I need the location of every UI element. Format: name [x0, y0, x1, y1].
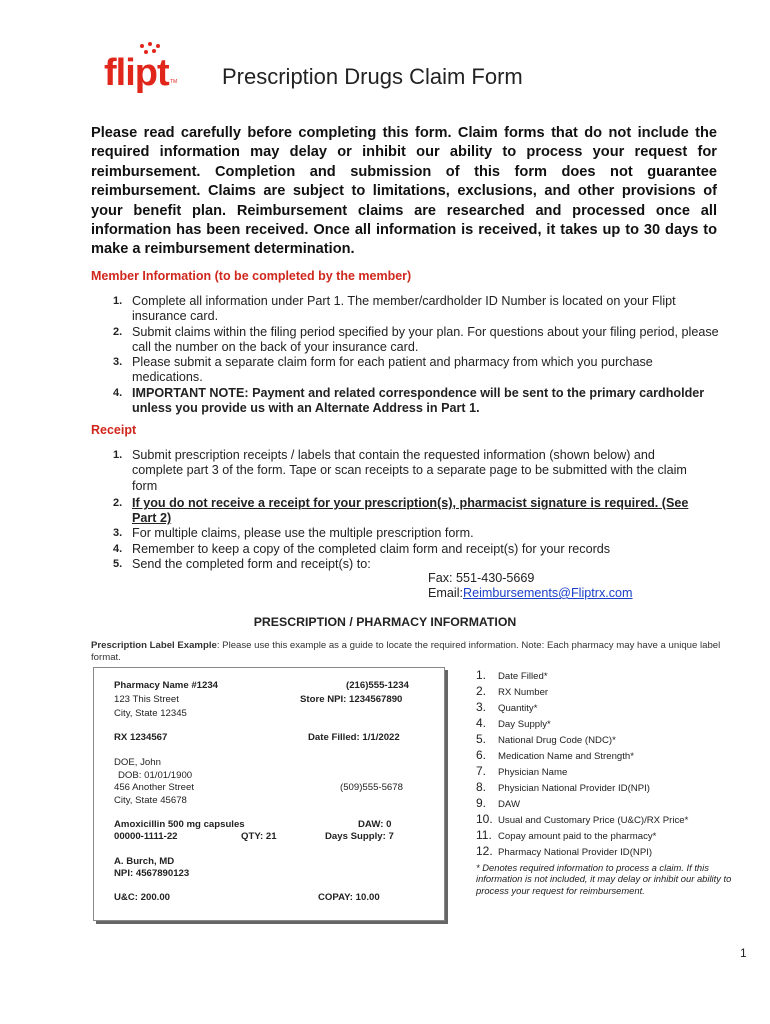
- list-item: 1. Submit prescription receipts / labels that contain the requested information (shown below) and complete part 3 of the form. Tape or scan receipts to a separate page to be submitted with the claim form: [113, 448, 687, 493]
- member-section-heading: Member Information (to be completed by the member): [91, 269, 412, 283]
- label-daw: DAW: 0: [358, 819, 392, 830]
- logo-dot: [140, 44, 144, 48]
- list-item: 2. Submit claims within the filing period specified by your plan. For questions about your filing period, please call the number on the back of your insurance card.: [113, 324, 719, 354]
- sample-prescription-label: [93, 667, 445, 921]
- label-example-note: [91, 640, 721, 664]
- list-item: 4. Remember to keep a copy of the completed claim form and receipt(s) for your records: [113, 541, 611, 556]
- label-store-npi: Store NPI: 1234567890: [300, 694, 403, 705]
- label-date-filled: Date Filled: 1/1/2022: [308, 732, 400, 743]
- label-days-supply: Days Supply: 7: [325, 831, 394, 842]
- logo-trademark: TM: [170, 79, 178, 85]
- label-physician-npi: NPI: 4567890123: [114, 868, 190, 879]
- list-item: 5. Send the completed form and receipt(s) to:: [113, 557, 371, 572]
- email-prefix: Email:: [428, 586, 463, 600]
- label-patient-name: DOE, John: [114, 757, 161, 768]
- member-instructions-list: [110, 294, 720, 416]
- label-ndc: 00000-1111-22: [114, 831, 178, 842]
- logo-text: flipt: [104, 52, 169, 94]
- label-patient-street: 456 Another Street: [114, 782, 195, 793]
- list-item: 3. For multiple claims, please use the multiple prescription form.: [113, 526, 474, 541]
- required-footnote: * Denotes required information to process a claim. If this information is not included, it may delay or inhibit our ability to process your request for reimbursement.: [476, 862, 732, 896]
- email-line: [428, 586, 633, 600]
- receipt-instructions-list: [110, 448, 695, 572]
- form-title: Prescription Drugs Claim Form: [222, 64, 523, 89]
- label-patient-dob: DOB: 01/01/1900: [118, 770, 193, 781]
- list-item: 1. Complete all information under Part 1. The member/cardholder ID Number is located on your Flipt insurance card.: [113, 294, 676, 324]
- label-copay: COPAY: 10.00: [318, 892, 380, 903]
- pharmacy-section-heading: PRESCRIPTION / PHARMACY INFORMATION: [253, 615, 517, 629]
- label-example-lead: Prescription Label Example: [91, 640, 217, 651]
- list-item: 2. If you do not receive a receipt for your prescription(s), pharmacist signature is required. (See Part 2): [113, 495, 689, 526]
- list-item: 4. IMPORTANT NOTE: Payment and related correspondence will be sent to the primary cardholder unless you provide us with an Alternate Address in Part 1.: [113, 385, 705, 416]
- email-link[interactable]: Reimbursements@Fliptrx.com: [463, 586, 633, 600]
- list-item: 3. Please submit a separate claim form for each patient and pharmacy from which you purchase medications.: [113, 355, 653, 385]
- intro-paragraph: Please read carefully before completing this form. Claim forms that do not include the required information may delay or inhibit our ability to process your request for reimbursement. Completion and submission of this form does not guarantee reimbursement. Claims are subject to limitations, exclusions, and other provisions of your benefit plan. Reimbursement claims are researched and processed once all information has been received. Once all information is received, it takes up to 30 days to make a reimbursement determination.: [91, 125, 717, 258]
- label-patient-phone: (509)555-5678: [340, 782, 403, 793]
- label-pharmacy-street: 123 This Street: [114, 694, 179, 705]
- label-example-text: : Please use this example as a guide to locate the required information. Note: Each pharmacy may have a unique label format.: [91, 640, 721, 663]
- label-patient-city: City, State 45678: [114, 795, 187, 806]
- page-number: 1: [740, 946, 747, 960]
- label-drug-name: Amoxicillin 500 mg capsules: [114, 819, 245, 830]
- fax-number: Fax: 551-430-5669: [428, 571, 535, 585]
- label-pharmacy-name: Pharmacy Name #1234: [114, 680, 219, 691]
- label-pharmacy-city: City, State 12345: [114, 708, 187, 719]
- label-qty: QTY: 21: [241, 831, 277, 842]
- label-pharmacy-phone: (216)555-1234: [346, 680, 409, 691]
- label-rx-number: RX 1234567: [114, 732, 168, 743]
- logo-dot: [148, 42, 152, 46]
- receipt-section-heading: Receipt: [91, 423, 137, 437]
- logo-dot: [156, 44, 160, 48]
- label-uc-price: U&C: 200.00: [114, 892, 170, 903]
- label-physician: A. Burch, MD: [114, 856, 175, 867]
- flipt-logo: [104, 42, 184, 102]
